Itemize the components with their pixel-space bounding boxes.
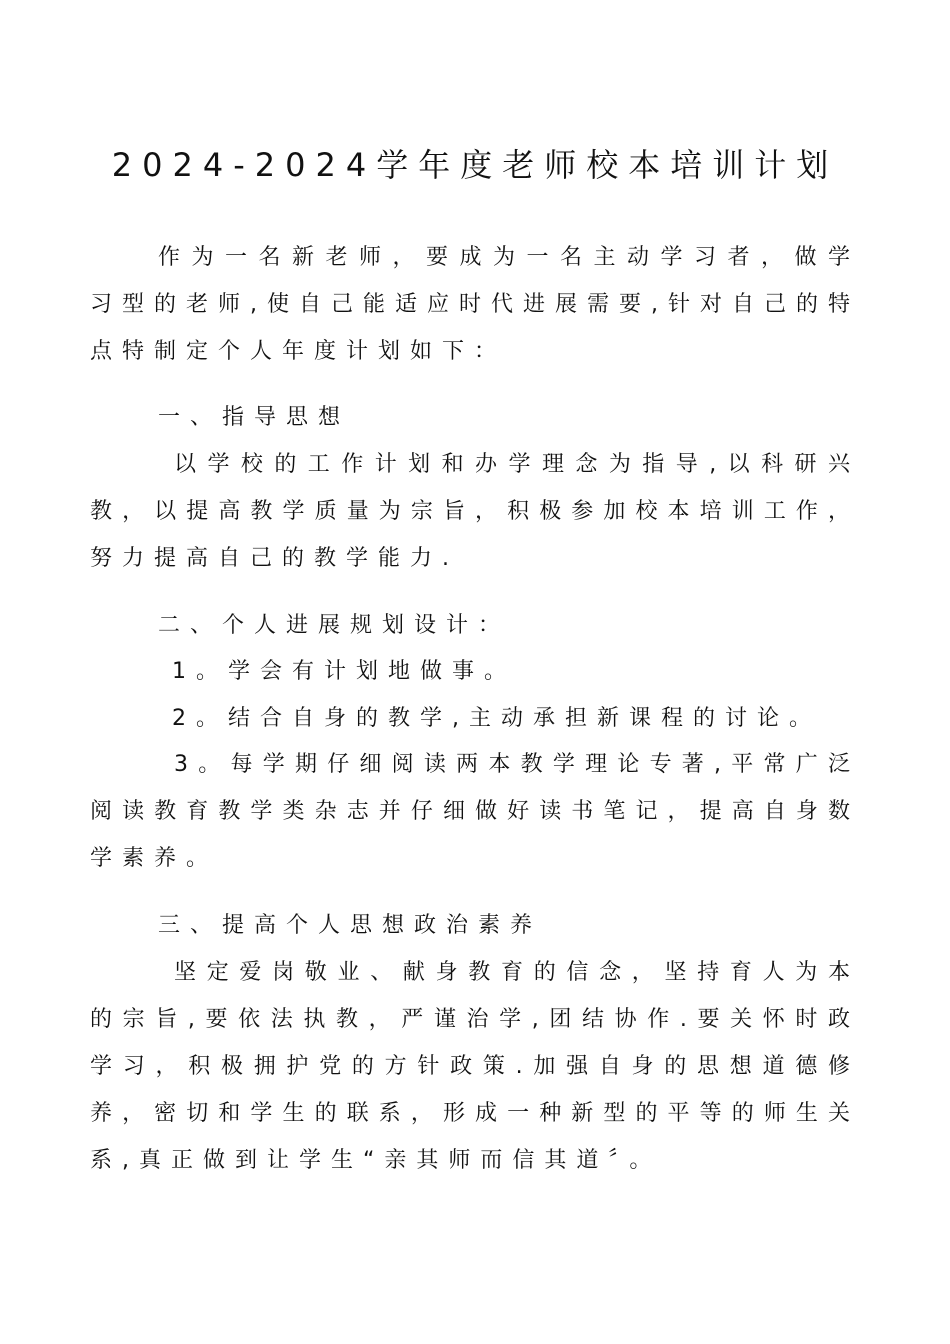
document-title: 2024-2024学年度老师校本培训计划 xyxy=(111,146,839,184)
section-1-heading: 一、指导思想 xyxy=(158,405,351,430)
plan-item-1: 1。学会有计划地做事。 xyxy=(172,659,516,684)
section-3-body: 坚定爱岗敬业、献身教育的信念，坚持育人为本的宗旨,要依法执教，严谨治学,团结协作.要关怀时政学习，积极拥护党的方针政策.加强自身的思想道德修养，密切和学生的联系，形成一种新型的平等的师生关系,真正做到让学生“亲其师而信其道〞。 xyxy=(90,960,860,1173)
section-3-heading: 三、提高个人思想政治素养 xyxy=(158,913,543,938)
section-2-heading: 二、个人进展规划设计： xyxy=(158,613,511,638)
plan-item-2: 2。结合自身的教学,主动承担新课程的讨论。 xyxy=(172,706,821,731)
section-1-body: 以学校的工作计划和办学理念为指导,以科研兴教，以提高教学质量为宗旨，积极参加校本培训工作，努力提高自己的教学能力. xyxy=(90,452,860,571)
plan-item-3: 3。每学期仔细阅读两本教学理论专著,平常广泛阅读教育教学类杂志并仔细做好读书笔记，提高自身数学素养。 xyxy=(90,752,860,871)
intro-paragraph: 作为一名新老师，要成为一名主动学习者，做学习型的老师,使自己能适应时代进展需要,针对自己的特点特制定个人年度计划如下： xyxy=(90,245,860,364)
